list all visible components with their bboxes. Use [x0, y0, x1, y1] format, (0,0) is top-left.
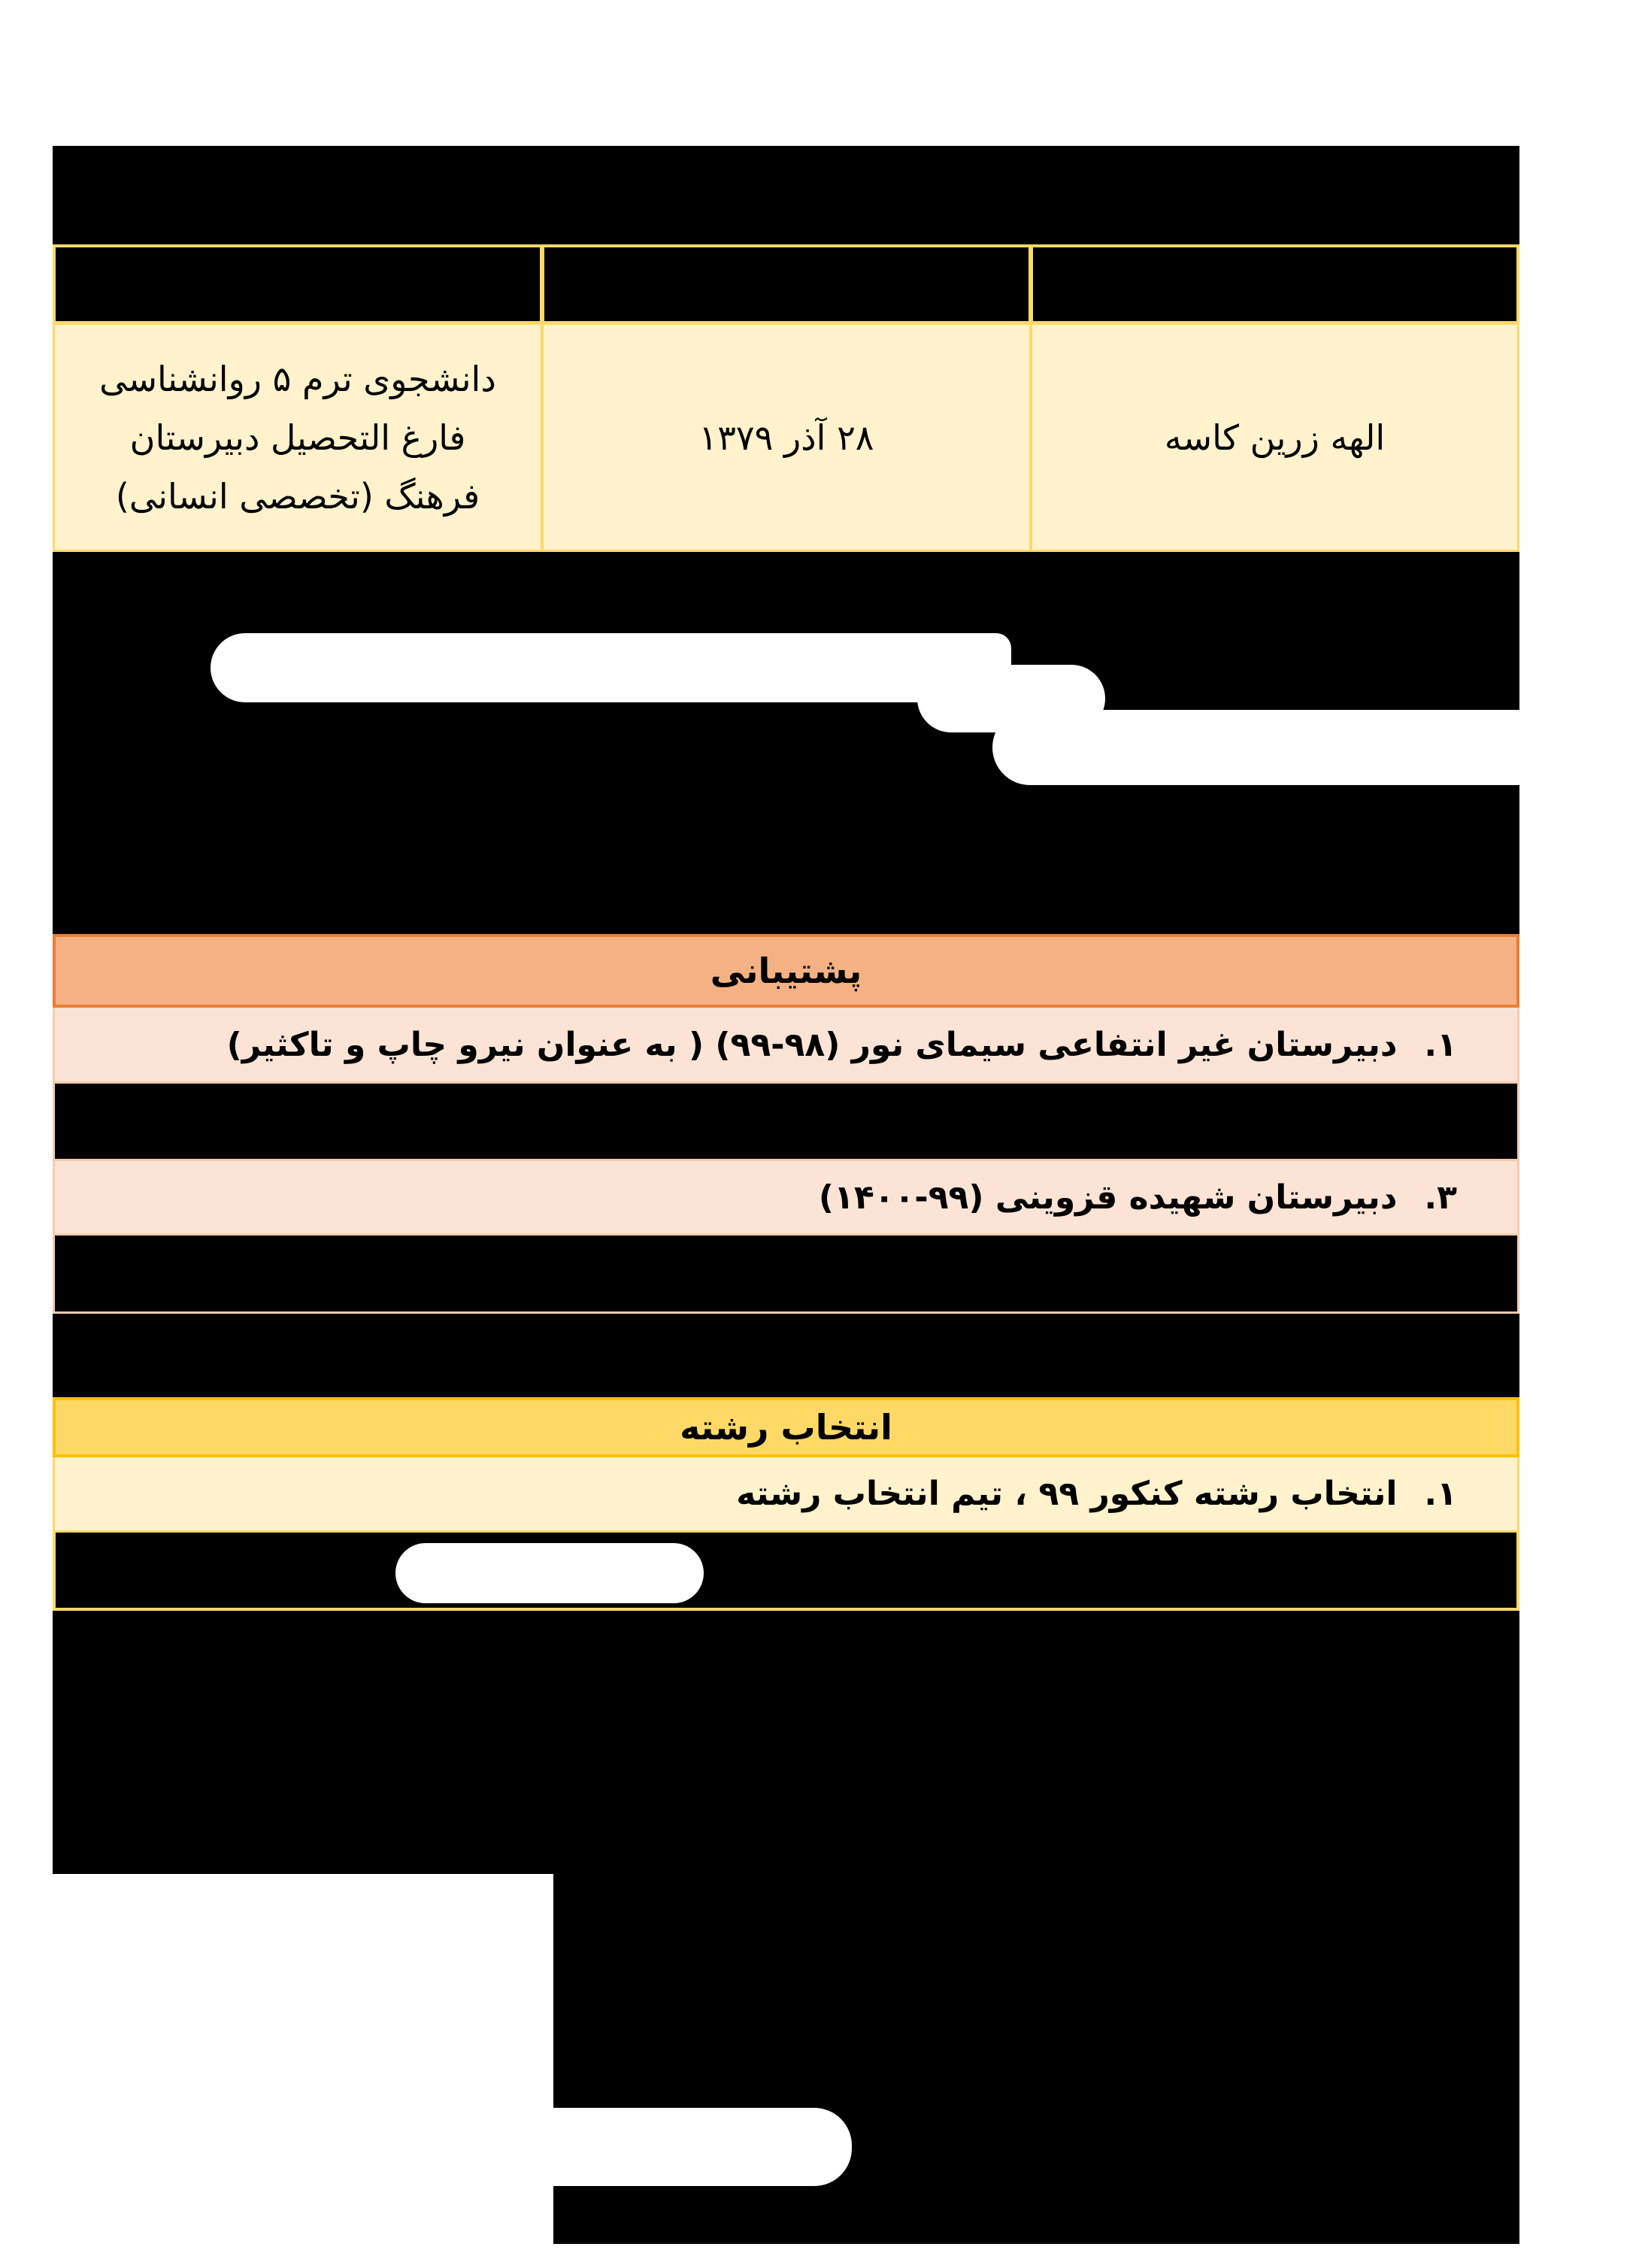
support-list-item-redacted [53, 1236, 1519, 1314]
item-number: ۳. [1424, 1178, 1457, 1217]
redaction-gap [992, 710, 1519, 785]
support-section-header [53, 934, 1519, 1008]
support-list-item [53, 1008, 1519, 1084]
birthdate-cell [541, 323, 1032, 552]
redaction-gap [211, 633, 1011, 702]
redacted-bottom-block [553, 1874, 1519, 2244]
major-list-item [53, 1457, 1519, 1533]
education-text [99, 350, 496, 526]
education-line: فارغ التحصیل دبیرستان [129, 417, 466, 458]
header-cell-education-redacted [53, 244, 543, 324]
redacted-title-band [53, 146, 1519, 244]
birthdate-text: ۲۸ آذر ۱۳۷۹ [698, 417, 874, 458]
redaction-gap [553, 2108, 852, 2186]
major-list-item-redacted [53, 1533, 1519, 1611]
major-selection-title: انتخاب رشته [680, 1407, 892, 1448]
education-line: دانشجوی ترم ۵ روانشناسی [99, 358, 496, 399]
item-number: ۱. [1424, 1025, 1457, 1064]
support-section-title: پشتیبانی [710, 951, 862, 991]
name-text: الهه زرین کاسه [1164, 417, 1386, 458]
redaction-gap [395, 1543, 704, 1603]
redacted-gap-band [53, 1314, 1519, 1397]
header-cell-name-redacted [1030, 244, 1519, 324]
header-cell-birthdate-redacted [541, 244, 1032, 324]
name-cell [1030, 323, 1519, 552]
education-cell [53, 323, 543, 552]
major-selection-header [53, 1397, 1519, 1457]
support-list-item [53, 1159, 1519, 1236]
redacted-block [53, 552, 1519, 934]
item-text: دبیرستان شهیده قزوینی (۹۹-۱۴۰۰) [818, 1178, 1398, 1217]
support-section [53, 934, 1519, 1314]
support-list-item-redacted [53, 1084, 1519, 1159]
item-number: ۱. [1424, 1475, 1457, 1513]
item-text: انتخاب رشته کنکور ۹۹ ، تیم انتخاب رشته [736, 1475, 1398, 1513]
major-selection-section [53, 1397, 1519, 1611]
item-text: دبیرستان غیر انتفاعی سیمای نور (۹۸-۹۹) ( به عنوان نیرو چاپ و تاکثیر) [226, 1025, 1398, 1064]
profile-table [53, 244, 1519, 552]
redacted-bottom-block [53, 1611, 1519, 1874]
education-line: فرهنگ (تخصصی انسانی) [115, 475, 480, 517]
